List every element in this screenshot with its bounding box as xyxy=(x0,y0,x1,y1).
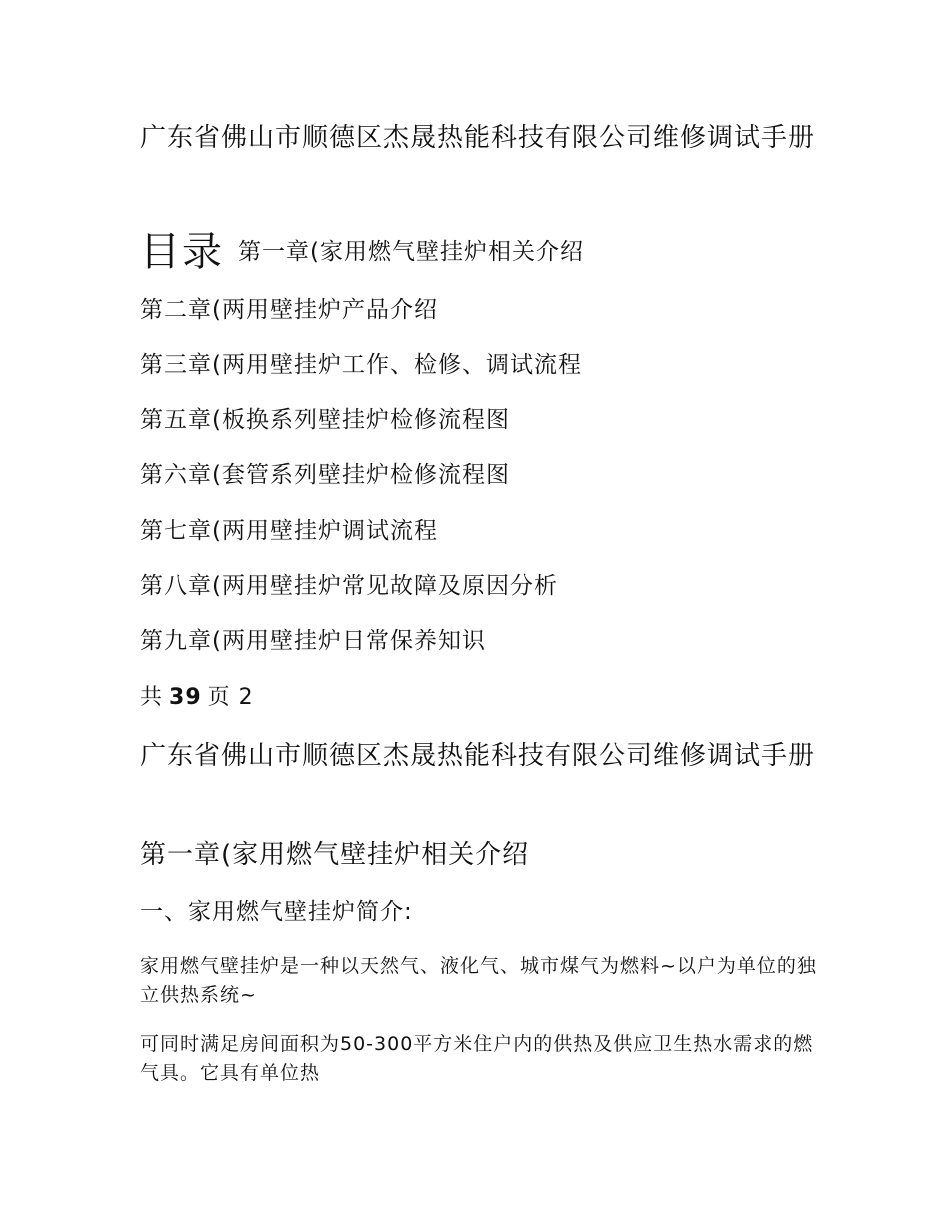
toc-item: 第九章(两用壁挂炉日常保养知识 xyxy=(140,628,486,654)
paragraph: 家用燃气壁挂炉是一种以天然气、液化气、城市煤气为燃料~以户为单位的独立供热系统~ xyxy=(140,955,817,1006)
toc-item: 第一章(家用燃气壁挂炉相关介绍 xyxy=(238,239,584,265)
toc-item: 第五章(板换系列壁挂炉检修流程图 xyxy=(140,407,510,433)
chapter-heading: 第一章(家用燃气壁挂炉相关介绍 xyxy=(140,840,530,870)
page-prefix: 共 xyxy=(140,685,164,710)
toc-heading: 目录 xyxy=(140,229,224,275)
section-heading: 一、家用燃气壁挂炉简介: xyxy=(140,899,413,925)
toc-item: 第三章(两用壁挂炉工作、检修、调试流程 xyxy=(140,352,582,378)
document-title: 广东省佛山市顺德区杰晟热能科技有限公司维修调试手册 xyxy=(140,123,816,153)
toc-item: 第八章(两用壁挂炉常见故障及原因分析 xyxy=(140,573,558,599)
paragraph: 可同时满足房间面积为50-300平方米住户内的供热及供应卫生热水需求的燃气具。它具有单位热 xyxy=(140,1033,814,1084)
page-total: 39 xyxy=(169,685,202,710)
toc-item: 第二章(两用壁挂炉产品介绍 xyxy=(140,297,438,323)
toc-item: 第七章(两用壁挂炉调试流程 xyxy=(140,518,438,544)
page-number xyxy=(140,683,254,713)
toc-item: 第六章(套管系列壁挂炉检修流程图 xyxy=(140,462,510,488)
toc-first-line xyxy=(140,228,584,276)
document-title-repeat: 广东省佛山市顺德区杰晟热能科技有限公司维修调试手册 xyxy=(140,741,816,771)
page-suffix: 页 xyxy=(207,685,231,710)
page-current: 2 xyxy=(238,685,254,710)
